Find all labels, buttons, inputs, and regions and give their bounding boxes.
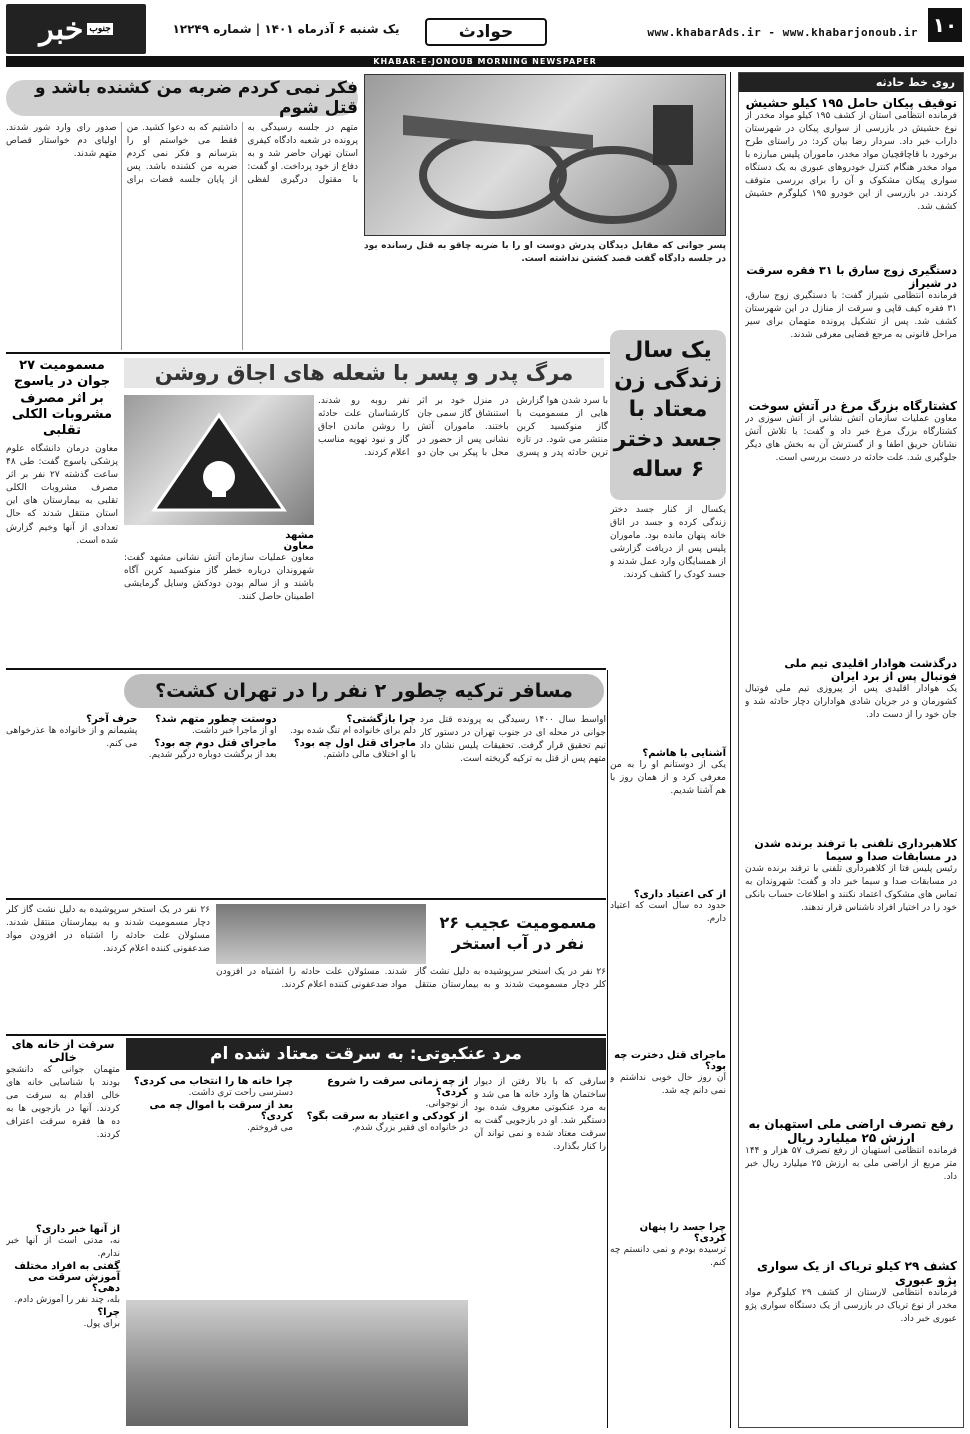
qa-question: از چه زمانی سرقت را شروع کردی؟ xyxy=(327,1076,468,1098)
poison-story xyxy=(6,358,118,663)
story-title: دستگیری زوج سارق با ۳۱ فقره سرقت در شیراز xyxy=(746,264,957,290)
page-number: ۱۰ xyxy=(928,8,962,42)
photo-illustration xyxy=(364,75,725,236)
qa-question: از کودکی و اعتیاد به سرقت بگو؟ xyxy=(306,1111,468,1123)
qa-question: از کی اعتیاد داری؟ xyxy=(633,889,726,900)
logo-text: خبر xyxy=(39,11,84,47)
vertical-story-tag: یک سال زندگی زن معتاد با جسد دختر ۶ ساله xyxy=(610,330,726,500)
story-title: کشف ۲۹ کیلو تریاک از یک سواری پژو عبوری xyxy=(757,1259,957,1287)
spider-story-headline-box xyxy=(126,1038,606,1070)
qa-answer: آن روز حال خوبی نداشتم و نمی دانم چه شد. xyxy=(610,1073,726,1097)
qa-question: آشنایی با هاشم؟ xyxy=(642,748,726,759)
student-story-body: متهمان جوانی که دانشجو بودند با شناسایی خانه های خالی اقدام به سرقت می کردند. آنها در بازجویی ها به ده ها فقره سرقت اعتراف کردند. xyxy=(6,1065,120,1141)
story-title: توقیف پیکان حامل ۱۹۵ کیلو حشیش xyxy=(745,96,957,110)
story-title: کلاهبرداری تلفنی با ترفند برنده شدن در مسابقات صدا و سیما xyxy=(754,837,957,863)
qa-answer: دسترسی راحت تری داشت. xyxy=(188,1088,293,1098)
column-divider xyxy=(607,670,608,1428)
newspaper-logo xyxy=(6,4,146,54)
top-story-lead: پسر جوانی که مقابل دیدگان پدرش دوست او را با ضربه چاقو به قتل رسانده بود در جلسه دادگاه گفت قصد کشتن نداشته است. xyxy=(364,241,726,265)
qa-answer: در خانواده ای فقیر بزرگ شدم. xyxy=(352,1123,468,1134)
qa-answer: ترسیده بودم و نمی دانستم چه کنم. xyxy=(610,1245,726,1269)
qa-question: ماجرای قتل دوم چه بود؟ xyxy=(154,738,277,750)
column-divider xyxy=(730,72,731,1428)
website-url[interactable]: www.khabarAds.ir - www.khabarjonoub.ir xyxy=(647,26,918,39)
qa-question: از آنها خبر داری؟ xyxy=(36,1224,120,1235)
pool-story-headline: مسمومیت عجیب ۲۶ نفر در آب استخر xyxy=(439,913,597,953)
spider-story-body: سارقی که با بالا رفتن از دیوار ساختمان ها وارد خانه ها می شد و به مرد عنکبوتی معروف شده بود دستگیر شد. او در بازجویی گفت به سرقت معتاد شده و نمی تواند آن را کنار بگذارد. xyxy=(474,1077,606,1153)
vertical-story-body: یکسال از کنار جسد دختر زندگی کرده و جسد در اتاق خانه پنهان مانده بود. ماموران پلیس پس از دریافت گزارشی از همسایگان وارد عمل شدند و جسد کودک را کشف کردند. xyxy=(610,505,726,581)
gas-hazard-photo xyxy=(124,395,314,525)
story-body: یک هوادار اقلیدی پس از پیروزی تیم ملی فوتبال کشورمان و در جریان شادی هواداران دچار حادثه شد و جان خود را از دست داد. xyxy=(745,684,957,721)
story-body: فرمانده انتظامی استان از کشف ۱۹۵ کیلو مواد مخدر از نوع حشیش در بازرسی از سواری پیکان در شهرستان داراب خبر داد. سردار رضا بیان کرد: در راستای طرح برخورد با قاچاقچیان مواد مخدر، ماموران پلیس مبارزه با مواد مخدر هنگام کنترل خودروهای عبوری به یک دستگاه سواری پیکان مشکوک و آن را برای بررسی متوقف کردند. در بازرسی از این خودرو ۱۹۵ کیلوگرم حشیش کشف شد. xyxy=(745,111,957,213)
qa-answer: بله، چند نفر را آموزش دادم. xyxy=(14,1295,120,1306)
qa-question: چرا؟ xyxy=(97,1307,120,1319)
qa-answer: دلم برای خانواده ام تنگ شده بود. xyxy=(290,726,416,736)
logo-sub: جنوب xyxy=(89,24,111,34)
qa-answer: نه، مدتی است از آنها خبر ندارم. xyxy=(6,1236,120,1260)
gas-story-headline: مرگ پدر و پسر با شعله های اجاق روشن xyxy=(154,361,574,385)
story-body: فرمانده انتظامی شیراز گفت: با دستگیری زوج سارق، ۳۱ فقره کیف قاپی و سرقت از منازل در این شهرستان کشف شد. پس از تشکیل پرونده متهمان برای سیر مراحل قانونی به مرجع قضایی معرفی شدند. xyxy=(745,291,957,341)
qa-question: چرا جسد را پنهان کردی؟ xyxy=(639,1222,726,1244)
suspects-photo xyxy=(126,1300,468,1426)
qa-question: حرف آخر؟ xyxy=(86,714,138,725)
spider-story-headline: مرد عنکبوتی: به سرقت معتاد شده ام xyxy=(210,1044,522,1064)
qa-answer: او از ماجرا خبر داشت. xyxy=(191,726,277,736)
story-title: درگذشت هوادار اقلیدی تیم ملی فوتبال پس از برد ایران xyxy=(784,657,957,683)
gas-caption xyxy=(124,530,314,666)
turkey-story-qa xyxy=(6,714,416,894)
gas-story-body: با سرد شدن هوا گزارش هایی از مسمومیت با گاز منوکسید کربن منتشر می شود. در تازه ترین حادثه پدر و پسری در منزل خود بر اثر استنشاق گاز سمی جان باختند. ماموران آتش نشانی پس از حضور در محل با پیکر بی جان دو نفر روبه رو شدند. کارشناسان علت حادثه را روشن ماندن اجاق گاز و نبود تهویه مناسب اعلام کردند. xyxy=(318,396,608,459)
student-story xyxy=(6,1038,120,1428)
pool-story-side: ۲۶ نفر در یک استخر سرپوشیده به دلیل نشت گاز کلر دچار مسمومیت شدند و به بیمارستان منتقل شدند. مسئولان علت حادثه را اشتباه در افزودن مواد ضدعفونی کننده اعلام کردند. xyxy=(6,905,210,955)
qa-answer: از نوجوانی. xyxy=(425,1099,468,1109)
qa-question: چرا بازگشتی؟ xyxy=(346,714,416,725)
handcuff-knife-photo xyxy=(364,74,726,236)
qa-question: گفتی به افراد مختلف آموزش سرقت می دهی؟ xyxy=(14,1261,120,1295)
qa-answer: با او اختلاف مالی داشتم. xyxy=(323,750,416,761)
story-body: فرمانده انتظامی لارستان از کشف ۲۹ کیلوگرم مواد مخدر از نوع تریاک در بازرسی از یک دستگاه سواری پژو عبوری خبر داد. xyxy=(745,1288,957,1325)
caption-role: معاون xyxy=(283,541,314,552)
gas-story-headline-box xyxy=(124,358,604,388)
qa-question: ماجرای قتل اول چه بود؟ xyxy=(294,738,416,750)
pool-photo xyxy=(216,904,426,964)
caption-name: مشهد xyxy=(285,530,314,541)
poison-story-body: معاون درمان دانشگاه علوم پزشکی یاسوج گفت: طی ۴۸ ساعت گذشته ۲۷ نفر بر اثر مصرف مشروبات الکلی تقلبی به بیمارستان های این استان منتقل شدند که حال تعدادی از آنها وخیم گزارش شده است. xyxy=(6,444,118,546)
divider xyxy=(6,1034,606,1036)
turkey-story-headline: مسافر ترکیه چطور ۲ نفر را در تهران کشت؟ xyxy=(155,680,573,702)
top-story-headline: فکر نمی کردم ضربه من کشنده باشد و قتل شوم xyxy=(34,78,358,118)
qa-answer: بعد از برگشت دوباره درگیر شدیم. xyxy=(148,750,277,761)
qa-question: دوستت چطور متهم شد؟ xyxy=(155,714,277,725)
qa-answer: حدود ده سال است که اعتیاد دارم. xyxy=(610,901,726,925)
qa-answer: پشیمانم و از خانواده ها عذرخواهی می کنم. xyxy=(6,726,138,750)
story-title: کشتارگاه بزرگ مرغ در آتش سوخت xyxy=(748,399,957,413)
turkey-story-body: اواسط سال ۱۴۰۰ رسیدگی به پرونده قتل مرد جوانی در محله ای در جنوب تهران در دستور کار تیم تحقیق قرار گرفت. تحقیقات پلیس نشان داد متهم پس از قتل به ترکیه گریخته است. xyxy=(420,715,606,765)
qa-question: ماجرای قتل دخترت چه بود؟ xyxy=(614,1050,726,1072)
poison-story-headline: مسمومیت ۲۷ جوان در یاسوج بر اثر مصرف مشروبات الکلی تقلبی xyxy=(11,358,113,438)
story-body: فرمانده انتظامی استهبان از رفع تصرف ۵۷ هزار و ۱۴۴ متر مربع از اراضی ملی به ارزش ۲۵ میلیارد ریال خبر داد. xyxy=(745,1146,957,1183)
section-title: حوادث xyxy=(425,18,547,46)
story-body: رئیس پلیس فتا از کلاهبرداری تلفنی با ترفند برنده شدن در مسابقات صدا و سیما خبر داد و گفت: شهروندان به تماس های مشکوک اعتماد نکنند و اطلاعات حساب بانکی خود را در اختیار افراد ناشناس قرار ندهند. xyxy=(745,864,957,914)
column-label: روی خط حادثه xyxy=(739,73,963,92)
dateline: یک شنبه ۶ آذرماه ۱۴۰۱ | شماره ۱۲۲۴۹ xyxy=(172,22,400,36)
student-story-headline: سرقت از خانه های خالی xyxy=(11,1038,115,1064)
divider xyxy=(6,668,606,670)
qa-answer: یکی از دوستانم او را به من معرفی کرد و از همان روز با هم آشنا شدیم. xyxy=(610,760,726,797)
right-column xyxy=(738,72,964,1428)
qa-question: چرا خانه ها را انتخاب می کردی؟ xyxy=(133,1076,293,1087)
top-story-headline-box xyxy=(6,80,358,116)
skull-warning-icon xyxy=(124,395,314,525)
qa-question: بعد از سرقت با اموال چه می کردی؟ xyxy=(149,1100,293,1123)
divider xyxy=(6,898,606,900)
top-story-body: متهم در جلسه رسیدگی به پرونده در شعبه دادگاه کیفری استان تهران حاضر شد و به دفاع از خود پرداخت. او گفت: با مقتول درگیری لفظی داشتیم که به دعوا کشید. من فقط می خواستم او را بترسانم و فکر نمی کردم ضربه من کشنده باشد. پس از پایان جلسه قضات برای صدور رای وارد شور شدند. اولیای دم خواستار قصاص متهم شدند. xyxy=(6,123,358,186)
english-name-bar: KHABAR-E-JONOUB MORNING NEWSPAPER xyxy=(6,56,964,67)
pool-story-headline-box xyxy=(430,904,606,964)
vertical-story-qa xyxy=(610,748,726,1428)
caption-body: معاون عملیات سازمان آتش نشانی مشهد گفت: شهروندان درباره خطر گاز منوکسید کربن آگاه باشند و از سالم بودن دودکش وسایل گرمایشی اطمینان حاصل کنند. xyxy=(124,553,314,603)
qa-answer: برای پول. xyxy=(83,1319,120,1330)
story-body: معاون عملیات سازمان آتش نشانی از آتش سوزی در کشتارگاه بزرگ مرغ خبر داد و گفت: با تلاش آتش نشانان حریق اطفا و از گسترش آن به بخش های دیگر جلوگیری شد. علت حادثه در دست بررسی است. xyxy=(745,414,957,464)
qa-answer: می فروختم. xyxy=(247,1123,293,1134)
turkey-story-headline-box xyxy=(124,674,604,708)
story-title: رفع تصرف اراضی ملی استهبان به ارزش ۲۵ میلیارد ریال xyxy=(748,1117,954,1145)
spider-story-qa xyxy=(126,1076,468,1296)
pool-story-body: ۲۶ نفر در یک استخر سرپوشیده به دلیل نشت گاز کلر دچار مسمومیت شدند و به بیمارستان منتقل شدند. مسئولان علت حادثه را اشتباه در افزودن مواد ضدعفونی کننده اعلام کردند. xyxy=(216,967,606,991)
